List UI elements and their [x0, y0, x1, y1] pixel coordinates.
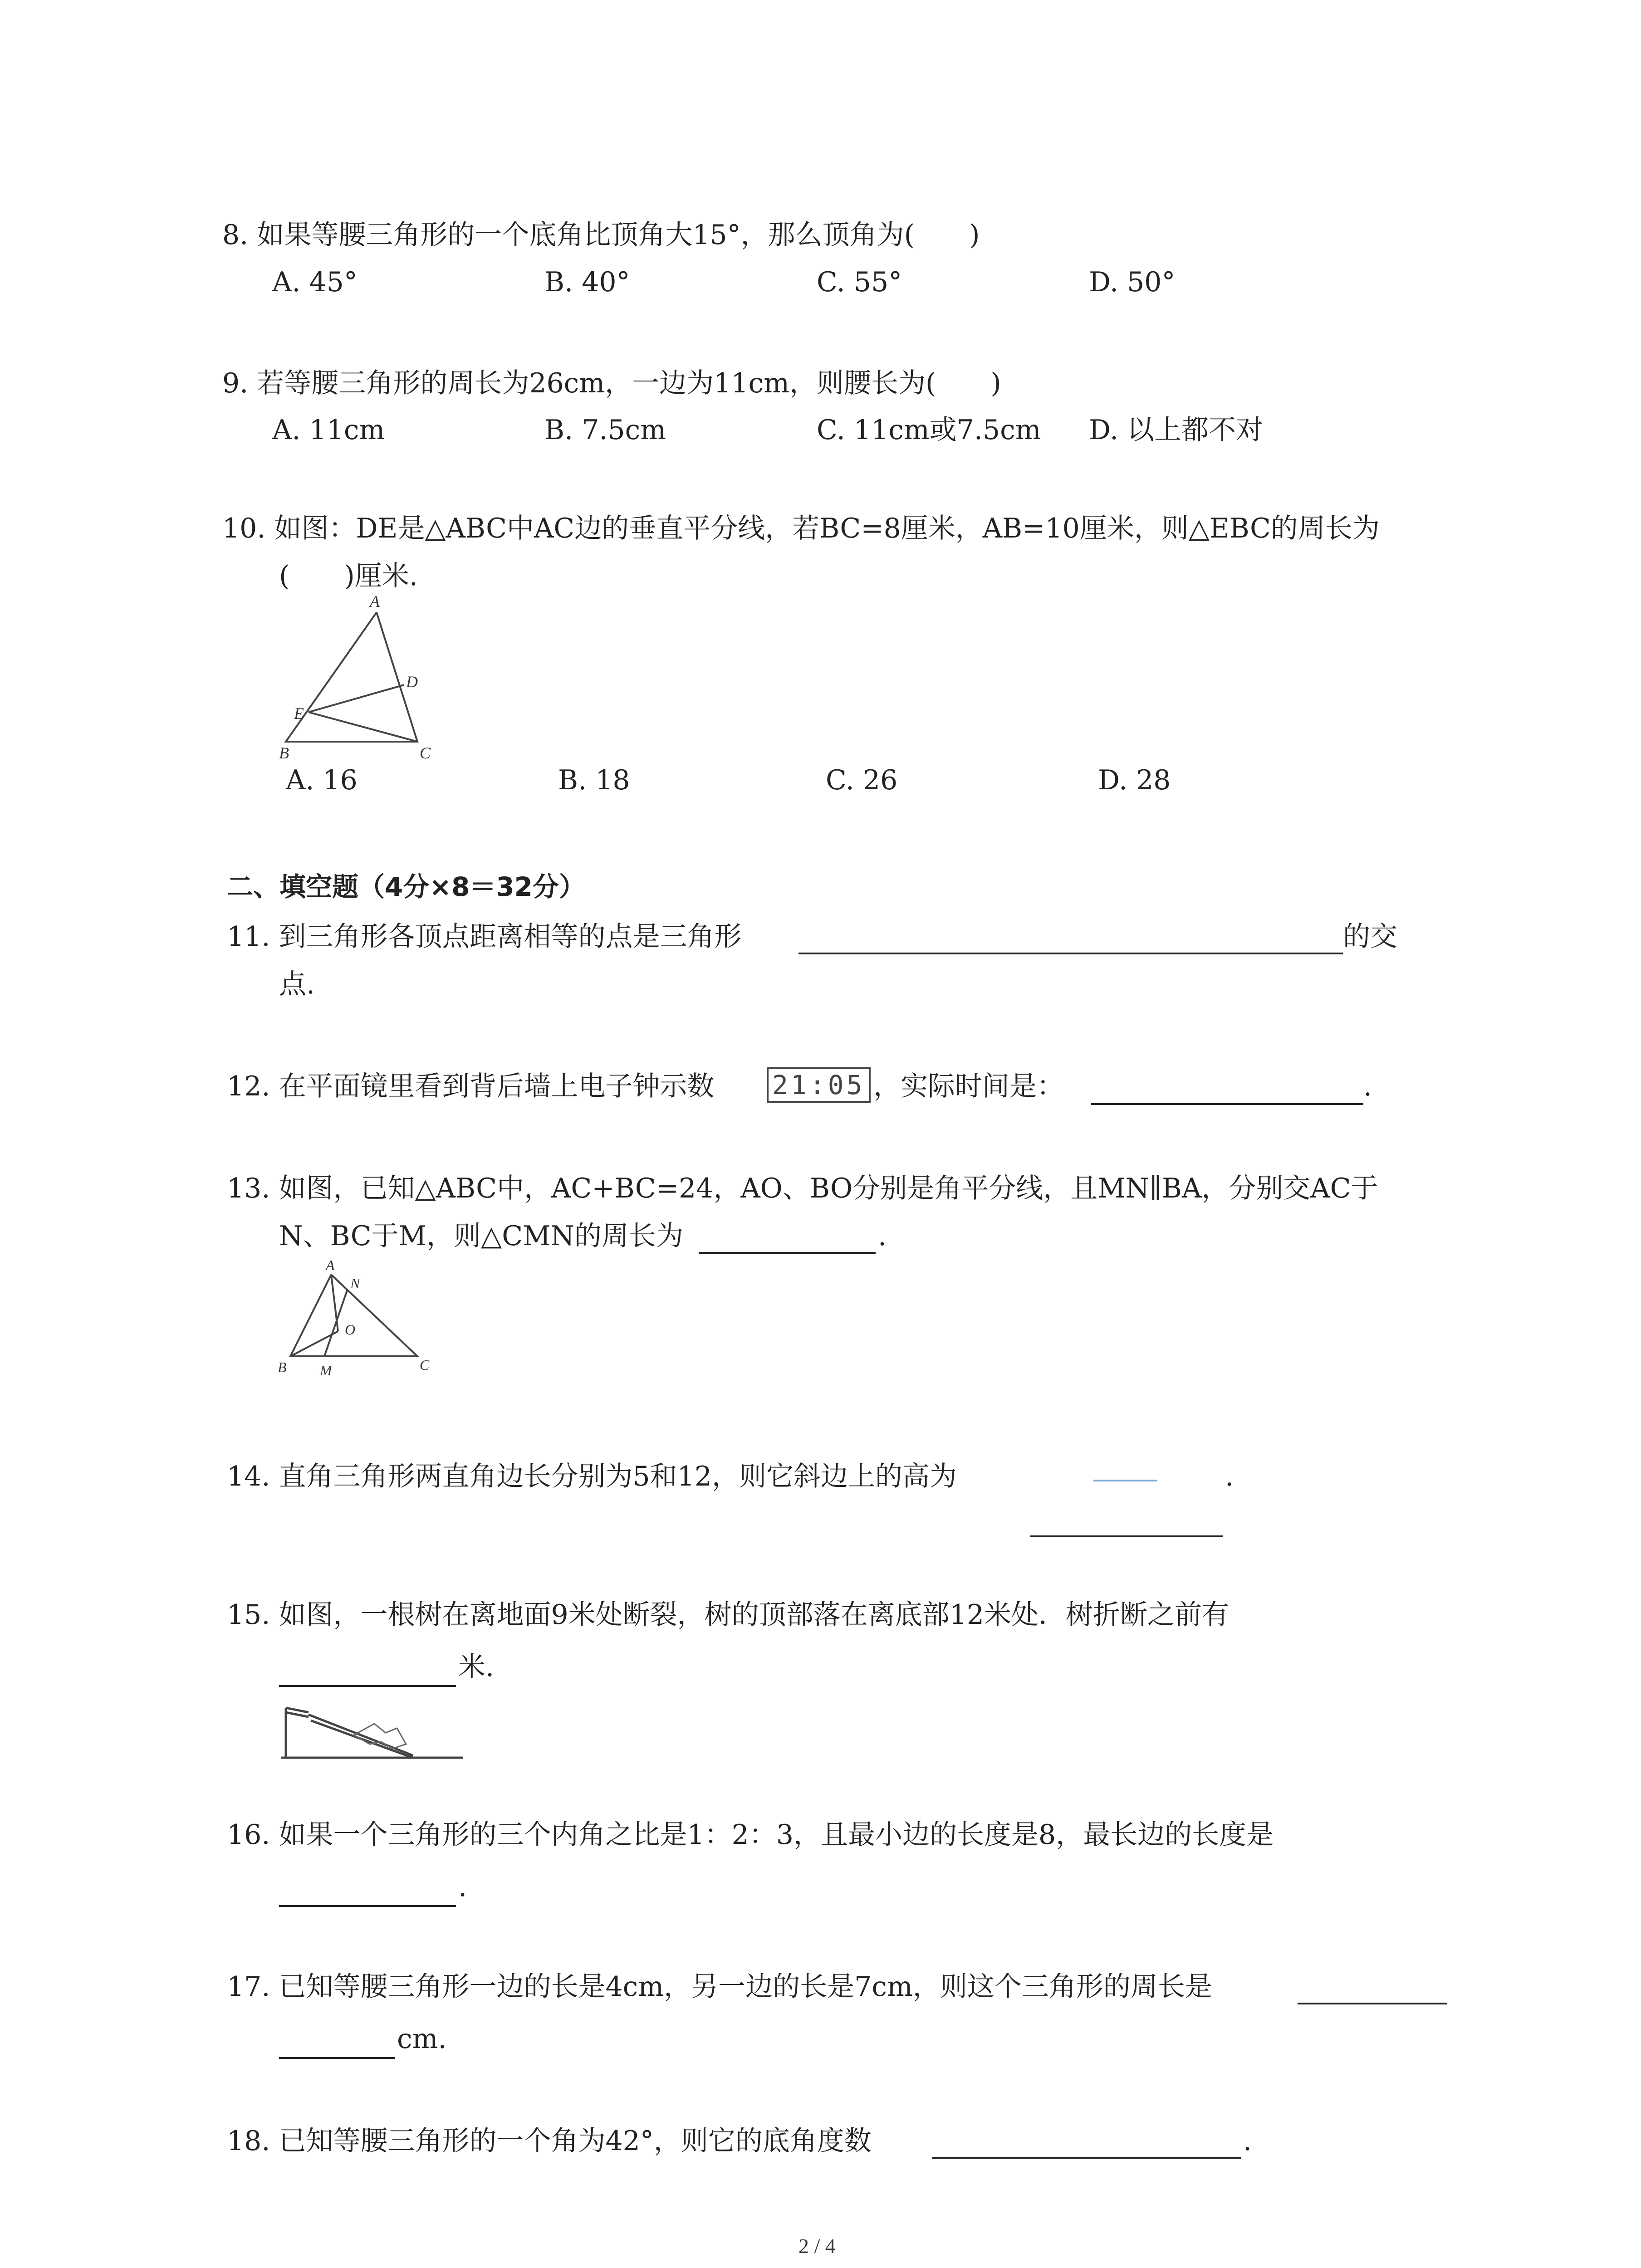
- q8-option-a: A. 45°: [272, 266, 358, 298]
- q14-answer-blank[interactable]: [1030, 1535, 1223, 1537]
- q16-line1: 16. 如果一个三角形的三个内角之比是1：2：3，且最小边的长度是8，最长边的长度是: [227, 1819, 1274, 1851]
- q13-segment-ao: [331, 1275, 338, 1331]
- q15-line1: 15. 如图，一根树在离地面9米处断裂，树的顶部落在离底部12米处．树折断之前有: [227, 1599, 1230, 1631]
- q10-triangle-figure: [272, 590, 463, 767]
- q10-label-a: A: [370, 592, 380, 611]
- q11-line1-a: 11. 到三角形各顶点距离相等的点是三角形: [227, 921, 742, 953]
- q12-clock: [767, 1067, 871, 1103]
- q12-end: .: [1363, 1070, 1372, 1102]
- q14-fraction-bar: [1093, 1480, 1157, 1481]
- q13-end: .: [878, 1220, 887, 1252]
- q13-line1: 13. 如图，已知△ABC中，AC+BC=24，AO、BO分别是角平分线，且MN∥BA，分别交AC于: [227, 1173, 1378, 1204]
- q9-option-c: C. 11cm或7.5cm: [817, 414, 1041, 446]
- q9-option-d: D. 以上都不对: [1089, 414, 1264, 446]
- q10-line2: ( )厘米.: [279, 560, 418, 592]
- q12-text-a: 12. 在平面镜里看到背后墙上电子钟示数: [227, 1070, 715, 1102]
- q15-line2-end: 米.: [458, 1651, 495, 1683]
- q14-text: 14. 直角三角形两直角边长分别为5和12，则它斜边上的高为: [227, 1461, 957, 1492]
- q8-option-d: D. 50°: [1089, 266, 1176, 298]
- q11-line2: 点.: [279, 968, 315, 1000]
- q17-answer-blank-2[interactable]: [279, 2057, 395, 2059]
- q10-triangle-abc: [286, 612, 417, 742]
- q8-option-c: C. 55°: [817, 266, 902, 298]
- q18-end: .: [1243, 2125, 1252, 2157]
- q14-end: .: [1225, 1461, 1234, 1492]
- q13-label-b: B: [278, 1359, 287, 1375]
- q15-broken-tree-figure: [277, 1690, 467, 1762]
- digital-clock-icon: 21:05: [767, 1067, 871, 1103]
- q13-line2: N、BC于M，则△CMN的周长为: [279, 1220, 684, 1252]
- q10-segment-ec: [309, 712, 417, 742]
- q16-answer-blank[interactable]: [279, 1905, 456, 1907]
- q17-line2-end: cm.: [397, 2023, 447, 2055]
- q18-text: 18. 已知等腰三角形的一个角为42°，则它的底角度数: [227, 2125, 872, 2157]
- page-number: 2 / 4: [798, 2234, 836, 2258]
- q10-label-d: D: [406, 673, 418, 691]
- q13-label-n: N: [350, 1275, 360, 1291]
- q9-option-a: A. 11cm: [272, 414, 385, 446]
- q11-line1-b: 的交: [1343, 921, 1397, 953]
- q8-option-b: B. 40°: [544, 266, 630, 298]
- section-title: 二、填空题（4分×8＝32分）: [227, 871, 586, 902]
- q9-stem: 9. 若等腰三角形的周长为26cm，一边为11cm，则腰长为( ): [222, 367, 1001, 399]
- q13-answer-blank[interactable]: [699, 1252, 876, 1254]
- tree-top-left-2: [286, 1712, 309, 1717]
- fallen-trunk: [309, 1715, 413, 1755]
- q13-label-m: M: [320, 1362, 332, 1378]
- q10-label-b: B: [279, 744, 289, 762]
- q13-label-o: O: [345, 1321, 356, 1338]
- q10-label-c: C: [420, 744, 431, 762]
- q10-option-d: D. 28: [1098, 764, 1171, 796]
- q12-answer-blank[interactable]: [1091, 1103, 1363, 1105]
- q10-option-b: B. 18: [558, 764, 630, 796]
- q15-answer-blank[interactable]: [279, 1685, 456, 1687]
- q10-label-e: E: [294, 704, 304, 723]
- q12-text-b: ，实际时间是：: [873, 1070, 1064, 1102]
- q17-line1: 17. 已知等腰三角形一边的长是4cm，另一边的长是7cm，则这个三角形的周长是: [227, 1971, 1212, 2003]
- q10-line1: 10. 如图：DE是△ABC中AC边的垂直平分线，若BC=8厘米，AB=10厘米，则△EBC的周长为: [222, 513, 1380, 544]
- q11-answer-blank[interactable]: [798, 953, 1343, 954]
- q10-option-c: C. 26: [826, 764, 898, 796]
- q16-line2-end: .: [458, 1871, 467, 1903]
- q17-answer-blank-1[interactable]: [1298, 2003, 1447, 2004]
- q10-option-a: A. 16: [286, 764, 358, 796]
- tree-top-left: [286, 1708, 309, 1712]
- q8-stem: 8. 如果等腰三角形的一个底角比顶角大15°，那么顶角为( ): [222, 219, 980, 251]
- q9-option-b: B. 7.5cm: [544, 414, 666, 446]
- q13-label-a: A: [326, 1257, 335, 1273]
- q13-label-c: C: [420, 1357, 430, 1373]
- q18-answer-blank[interactable]: [932, 2157, 1241, 2159]
- q13-segment-mn: [324, 1290, 347, 1356]
- q13-triangle-figure: [272, 1256, 445, 1383]
